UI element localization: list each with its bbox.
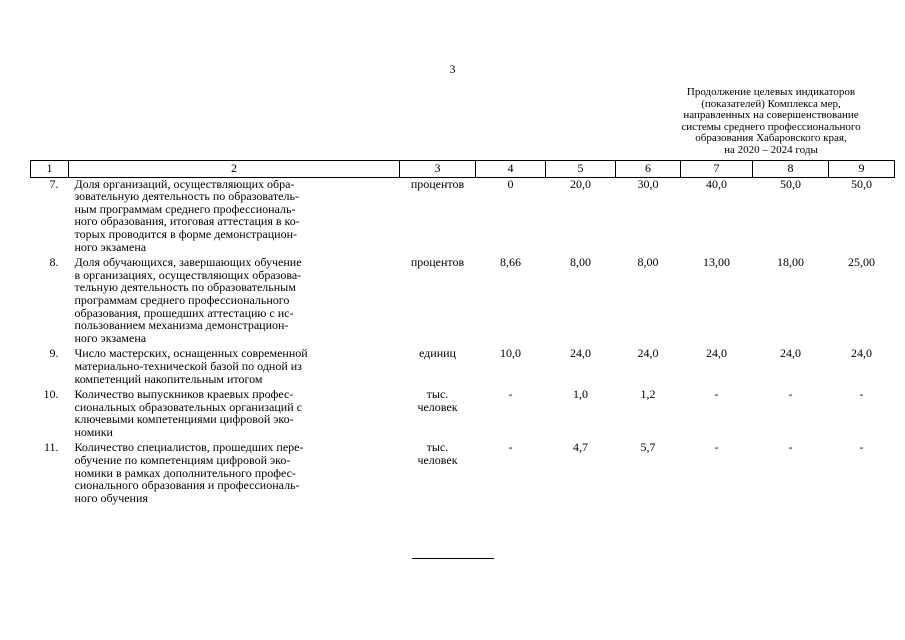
value-cell: - bbox=[508, 387, 513, 402]
value-cell: 5,7 bbox=[640, 440, 656, 455]
indicator-description: Доля организаций, осуществляющих обра- зовательную деятельность по образователь- ным программам среднего профессиональ- ного образования, итоговая аттестация в ко- торых проводится в форме демонстрацион- ного экзамена bbox=[74, 176, 300, 254]
unit-of-measure: тыс. человек bbox=[417, 440, 458, 468]
value-cell: 8,00 bbox=[570, 255, 591, 270]
caption-line: образования Хабаровского края, bbox=[695, 132, 847, 145]
value-cell: 8,00 bbox=[637, 255, 659, 270]
value-cell: 1,0 bbox=[573, 387, 588, 402]
column-header: 4 bbox=[476, 161, 546, 178]
value-cell: 13,00 bbox=[703, 255, 730, 270]
value-cell: - bbox=[714, 387, 719, 402]
value-cell: 20,0 bbox=[570, 176, 591, 191]
value-cell: 25,00 bbox=[848, 255, 875, 270]
value-cell: 24,0 bbox=[851, 346, 872, 361]
value-cell: 1,2 bbox=[640, 387, 656, 402]
caption-line: на 2020 – 2024 годы bbox=[724, 143, 818, 156]
caption-line: направленных на совершенствование bbox=[683, 109, 859, 122]
column-header: 1 bbox=[31, 161, 69, 178]
value-cell: 18,00 bbox=[777, 255, 804, 270]
value-cell: 8,66 bbox=[500, 255, 521, 270]
value-cell: 24,0 bbox=[706, 346, 727, 361]
unit-of-measure: процентов bbox=[410, 255, 465, 270]
row-number: 11. bbox=[43, 440, 59, 455]
value-cell: - bbox=[714, 440, 719, 455]
caption-line: Продолжение целевых индикаторов bbox=[686, 86, 856, 98]
unit-of-measure: тыс. человек bbox=[417, 387, 458, 414]
value-cell: 30,0 bbox=[637, 176, 659, 191]
column-header: 5 bbox=[546, 161, 616, 178]
value-cell: 40,0 bbox=[706, 176, 727, 191]
value-cell: - bbox=[788, 387, 793, 402]
column-header: 9 bbox=[829, 161, 895, 178]
footer-rule bbox=[412, 558, 494, 559]
unit-of-measure: единиц bbox=[419, 346, 456, 361]
value-cell: - bbox=[788, 440, 793, 455]
value-cell: 50,0 bbox=[851, 176, 872, 191]
unit-of-measure: процентов bbox=[410, 176, 465, 191]
indicator-description: Количество выпускников краевых профес- сиональных образовательных организаций с ключевыми компетенциями цифровой эко- номики bbox=[74, 387, 302, 439]
table-caption bbox=[656, 87, 886, 157]
value-cell: 0 bbox=[507, 176, 514, 191]
column-header: 8 bbox=[753, 161, 829, 178]
column-header: 2 bbox=[69, 161, 400, 178]
column-header: 7 bbox=[681, 161, 753, 178]
value-cell: 50,0 bbox=[780, 176, 801, 191]
table-row bbox=[31, 347, 895, 388]
table-row bbox=[31, 177, 895, 256]
value-cell: 4,7 bbox=[573, 440, 588, 455]
value-cell: 24,0 bbox=[637, 346, 659, 361]
indicator-description: Доля обучающихся, завершающих обучение в организациях, осуществляющих образова- тельную деятельность по образовательным программам среднего профессионального образования, прошедших аттестацию с ис- пользованием механизма демонстрацион- ного экзамена bbox=[74, 255, 302, 345]
caption-line: системы среднего профессионального bbox=[681, 120, 861, 133]
column-number-row bbox=[31, 161, 895, 178]
column-header: 3 bbox=[400, 161, 476, 178]
indicators-table bbox=[30, 160, 895, 507]
value-cell: 24,0 bbox=[570, 346, 591, 361]
table-row bbox=[31, 256, 895, 347]
row-number: 7. bbox=[49, 176, 59, 191]
value-cell: - bbox=[859, 387, 864, 402]
indicator-description: Число мастерских, оснащенных современной материально-технической базой по одной из компетенций накопительным итогом bbox=[74, 346, 308, 386]
value-cell: - bbox=[508, 440, 513, 455]
caption-line: (показателей) Комплекса мер, bbox=[701, 97, 841, 110]
indicator-description: Количество специалистов, прошедших пере- обучение по компетенциям цифровой эко- номики в рамках дополнительного профес- сионального образования и профессиональ- ного обучения bbox=[74, 440, 304, 505]
table-row bbox=[31, 388, 895, 441]
row-number: 10. bbox=[43, 387, 59, 402]
row-number: 8. bbox=[49, 255, 59, 270]
row-number: 9. bbox=[49, 346, 59, 361]
column-header: 6 bbox=[616, 161, 681, 178]
table-row bbox=[31, 441, 895, 507]
value-cell: - bbox=[859, 440, 864, 455]
value-cell: 10,0 bbox=[500, 346, 521, 361]
value-cell: 24,0 bbox=[780, 346, 801, 361]
page-number: 3 bbox=[449, 62, 456, 76]
